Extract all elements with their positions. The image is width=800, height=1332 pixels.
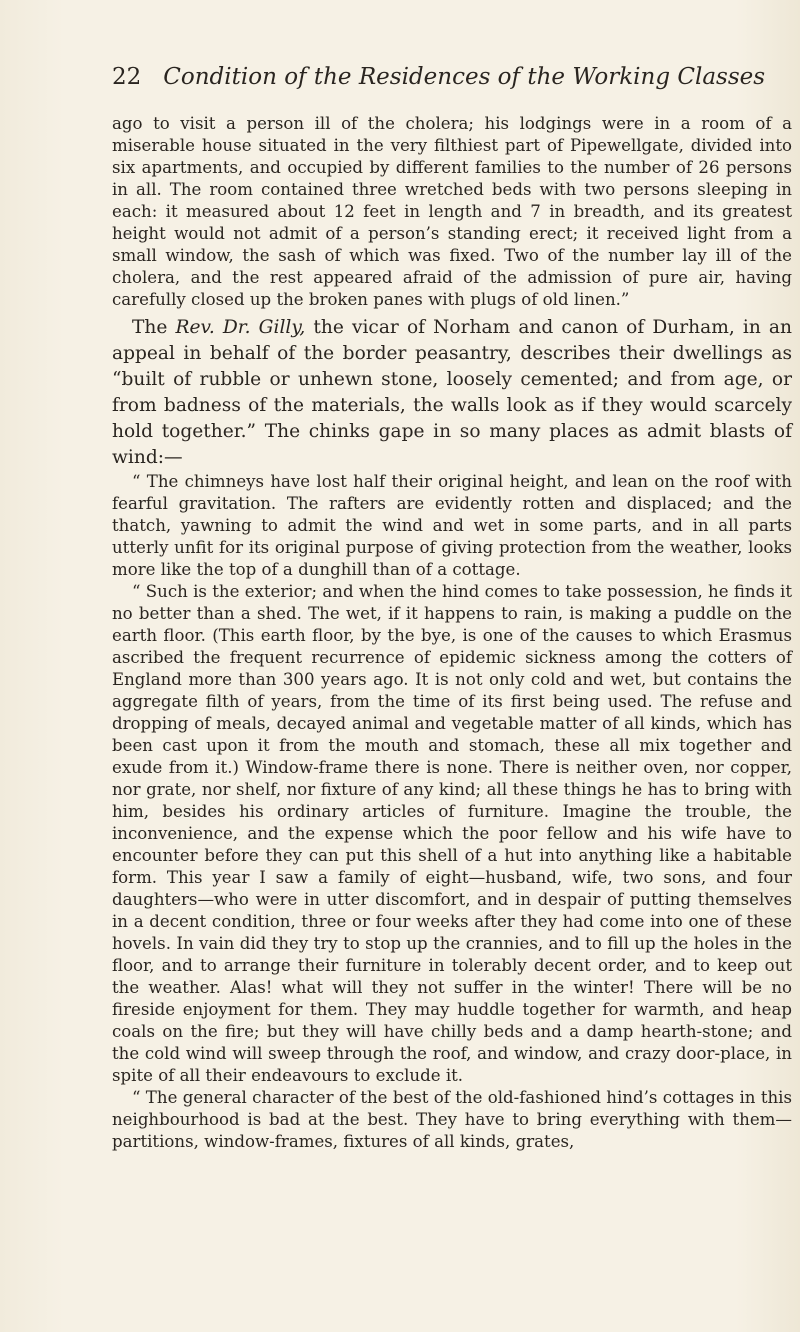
paragraph-exterior: “ Such is the exterior; and when the hind comes to take possession, he finds it no better than a shed. The wet, if it happens to rain, is making a puddle on the earth floor. (This earth floor, by the bye, is one of the causes to which Erasmus ascribed the frequent recurrence of epidemic sickness among the cotters of England more than 300 years ago. It is not only cold and wet, but contains the aggregate filth of years, from the time of its first being used. The refuse and dropping of meals, decayed animal and vegetable matter of all kinds, which has been cast upon it from the mouth and stomach, these all mix together and exude from it.) Window-frame there is none. There is neither oven, nor copper, nor grate, nor shelf, nor fixture of any kind; all these things he has to bring with him, besides his ordinary articles of furniture. Imagine the trouble, the inconvenience, and the expense which the poor fellow and his wife have to encounter before they can put this shell of a hut into anything like a habitable form. This year I saw a family of eight—husband, wife, two sons, and four daughters—who were in utter discomfort, and in despair of putting themselves in a decent condition, three or four weeks after they had come into one of these hovels. In vain did they try to stop up the crannies, and to fill up the holes in the floor, and to arrange their furniture in tolerably decent order, and to keep out the weather. Alas! what will they not suffer in the winter! There will be no fireside enjoyment for them. They may huddle together for warmth, and heap coals on the fire; but they will have chilly beds and a damp hearth-stone; and the cold wind will sweep through the roof, and window, and crazy door-place, in spite of all their endeavours to exclude it. (112, 582, 792, 1085)
running-title: Condition of the Residences of the Working Classes (163, 64, 766, 90)
paragraph-cholera-lodgings: ago to visit a person ill of the cholera; his lodgings were in a room of a miserable house situated in the very filthiest part of Pipewellgate, divided into six apartments, and occupied by different families to the number of 26 persons in all. The room contained three wretched beds with two persons sleeping in each: it measured about 12 feet in length and 7 in breadth, and its greatest height would not admit of a person’s standing erect; it received light from a small window, the sash of which was fixed. Two of the number lay ill of the cholera, and the rest appeared afraid of the admission of pure air, having carefully closed up the broken panes with plugs of old linen.” (112, 114, 792, 309)
author-name: Rev. Dr. Gilly, (175, 317, 306, 338)
paragraph-gilly-appeal (112, 315, 792, 471)
body-text (112, 113, 792, 1153)
running-head (112, 64, 792, 90)
page-number: 22 (112, 64, 142, 90)
paragraph-chimneys: “ The chimneys have lost half their original height, and lean on the roof with fearful gravitation. The rafters are evidently rotten and displaced; and the thatch, yawning to admit the wind and wet in some parts, and in all parts utterly unfit for its original purpose of giving protection from the weather, looks more like the top of a dunghill than of a cottage. (112, 472, 792, 579)
paragraph-gilly-text: the vicar of Norham and canon of Durham, in an appeal in behalf of the border peasantry, describes their dwellings as “built of rubble or unhewn stone, loosely cemented; and from age, or from badness of the materials, the walls look as if they would scarcely hold together.” The chinks gape in so many places as admit blasts of wind:— (112, 317, 792, 468)
paragraph-gilly-lead: The (132, 317, 176, 338)
paragraph-general-character: “ The general character of the best of the old-fashioned hind’s cottages in this neighbourhood is bad at the best. They have to bring everything with them—partitions, window-frames, fixtures of all kinds, grates, (112, 1088, 792, 1151)
